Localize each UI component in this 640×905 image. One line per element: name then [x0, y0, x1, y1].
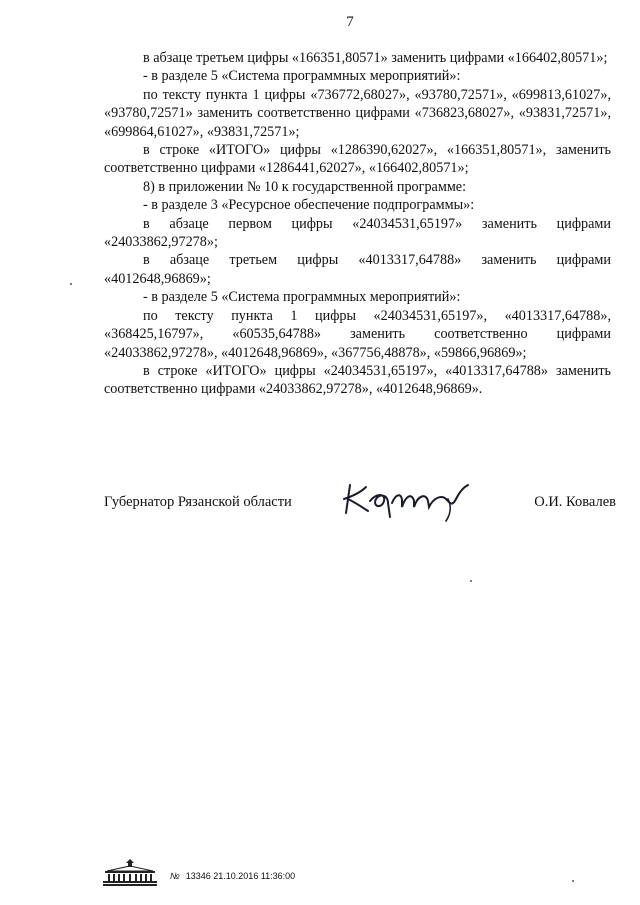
paragraph: по тексту пункта 1 цифры «736772,68027», «93780,72571», «699813,61027», «93780,72571» заменить соответственно цифрами «736823,68027», «93831,72571», «699864,61027», «93831,72571»; [104, 86, 611, 140]
document-registration [170, 871, 295, 881]
paragraph: - в разделе 3 «Ресурсное обеспечение подпрограммы»: [143, 197, 475, 214]
handwritten-signature [336, 477, 476, 523]
signature-block [104, 477, 616, 527]
paragraph: - в разделе 5 «Система программных мероприятий»: [143, 289, 461, 306]
building-emblem-icon [101, 857, 159, 887]
paragraph: 8) в приложении № 10 к государственной программе: [143, 178, 467, 195]
paragraph: в абзаце третьем цифры «4013317,64788» заменить цифрами «4012648,96869»; [104, 252, 611, 287]
scan-speck [470, 580, 472, 582]
scan-speck [70, 283, 72, 285]
paragraph: - в разделе 5 «Система программных мероприятий»: [143, 68, 461, 85]
signatory-name: О.И. Ковалев [534, 494, 616, 510]
number-sign: № [170, 871, 180, 881]
paragraph: в абзаце третьем цифры «166351,80571» заменить цифрами «166402,80571»; [143, 50, 608, 66]
page-number: 7 [346, 14, 354, 30]
signatory-position: Губернатор Рязанской области [104, 494, 292, 510]
paragraph: в абзаце первом цифры «24034531,65197» заменить цифрами «24033862,97278»; [104, 215, 611, 251]
paragraph: в строке «ИТОГО» цифры «1286390,62027», «166351,80571», заменить соответственно цифрами «1286441,62027», «166402,80571»; [104, 142, 611, 177]
registration-info: 13346 21.10.2016 11:36:00 [185, 871, 296, 881]
paragraph: в строке «ИТОГО» цифры «24034531,65197», «4013317,64788» заменить соответственно цифрами «24033862,97278», «4012648,96869». [104, 362, 611, 398]
scan-speck [572, 880, 574, 882]
document-body [104, 49, 611, 399]
paragraph: по тексту пункта 1 цифры «24034531,65197», «4013317,64788», «368425,16797», «60535,64788» заменить соответственно цифрами «24033862,97278», «4012648,96869», «367756,48878», «59866,96869»; [104, 307, 611, 361]
